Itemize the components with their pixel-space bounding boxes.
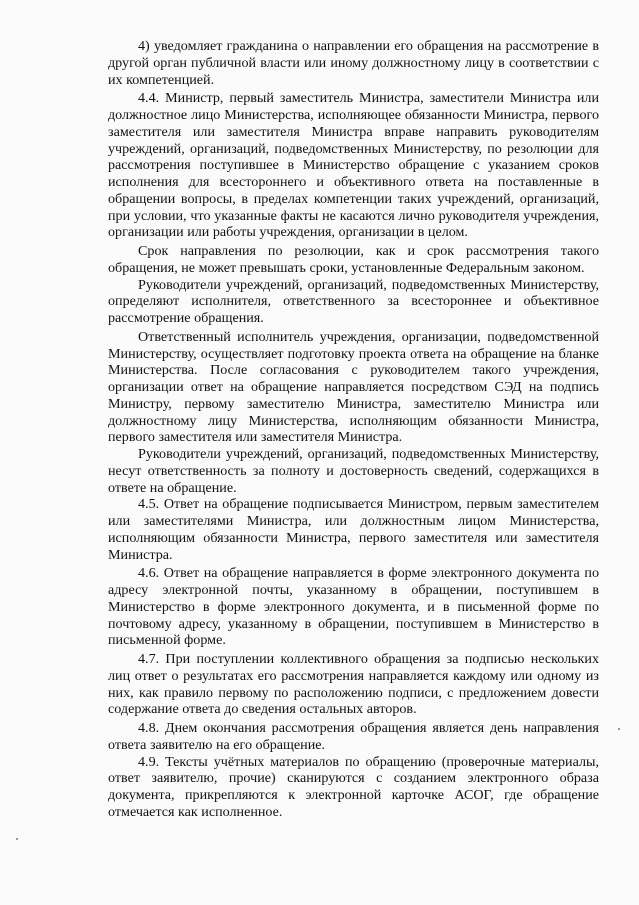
- paragraph-4-8: 4.8. Днем окончания рассмотрения обращения является день направления ответа заявителю на его обращение.: [108, 720, 599, 753]
- paragraph-heads-appoint: Руководители учреждений, организаций, подведомственных Министерству, определяют исполнителя, ответственного за всестороннее и объективное рассмотрение обращения.: [108, 276, 599, 326]
- paragraph-heads-responsibility: Руководители учреждений, организаций, подведомственных Министерству, несут ответственность за полноту и достоверность сведений, содержащихся в ответе на обращение.: [108, 446, 599, 496]
- paragraph-item-4: 4) уведомляет гражданина о направлении его обращения на рассмотрение в другой орган публичной власти или иному должностному лицу в соответствии с их компетенцией.: [108, 38, 599, 88]
- paragraph-4-6: 4.6. Ответ на обращение направляется в форме электронного документа по адресу электронной почты, указанному в обращении, поступившем в Министерство в форме электронного документа, и в письменной форме по почтовому адресу, указанному в обращении, поступившем в Министерство в письменной форме.: [108, 565, 599, 649]
- scan-speck: [618, 728, 620, 730]
- document-body: [108, 38, 599, 821]
- paragraph-4-5: 4.5. Ответ на обращение подписывается Министром, первым заместителем или заместителями Министра, или должностным лицом Министерства, исполняющим обязанности Министра, первого заместителя или заместителя Министра.: [108, 496, 599, 563]
- scan-speck: [16, 838, 18, 840]
- paragraph-4-9: 4.9. Тексты учётных материалов по обращению (проверочные материалы, ответ заявителю, прочие) сканируются с созданием электронного образа документа, прикрепляются к электронной карточке АСОГ, где обращение отмечается как исполненное.: [108, 753, 599, 820]
- paragraph-4-4: 4.4. Министр, первый заместитель Министра, заместители Министра или должностное лицо Министерства, исполняющее обязанности Министра, первого заместителя или заместителя Министра вправе направить руководителям учреждений, организаций, подведомственных Министерству, по резолюции для рассмотрения поступившее в Министерство обращение с указанием сроков исполнения для всестороннего и объективного ответа на поставленные в обращении вопросы, в пределах компетенции таких учреждений, организаций, при условии, что указанные факты не касаются лично руководителя учреждения, организации или работы учреждения, организации в целом.: [108, 90, 599, 241]
- paragraph-executor: Ответственный исполнитель учреждения, организации, подведомственной Министерству, осуществляет подготовку проекта ответа на обращение на бланке Министерства. После согласования с руководителем такого учреждения, организации ответ на обращение направляется посредством СЭД на подпись Министру, первому заместителю Министра, заместителю Министра или должностному лицу Министерства, исполняющим обязанности Министра, первого заместителя или заместителя Министра.: [108, 328, 599, 446]
- paragraph-deadline: Срок направления по резолюции, как и срок рассмотрения такого обращения, не может превышать сроки, установленные Федеральным законом.: [108, 243, 599, 276]
- paragraph-4-7: 4.7. При поступлении коллективного обращения за подписью нескольких лиц ответ о результатах его рассмотрения направляется каждому или одному из них, как правило первому по расположению подписи, с предложением довести содержание ответа до сведения остальных авторов.: [108, 651, 599, 718]
